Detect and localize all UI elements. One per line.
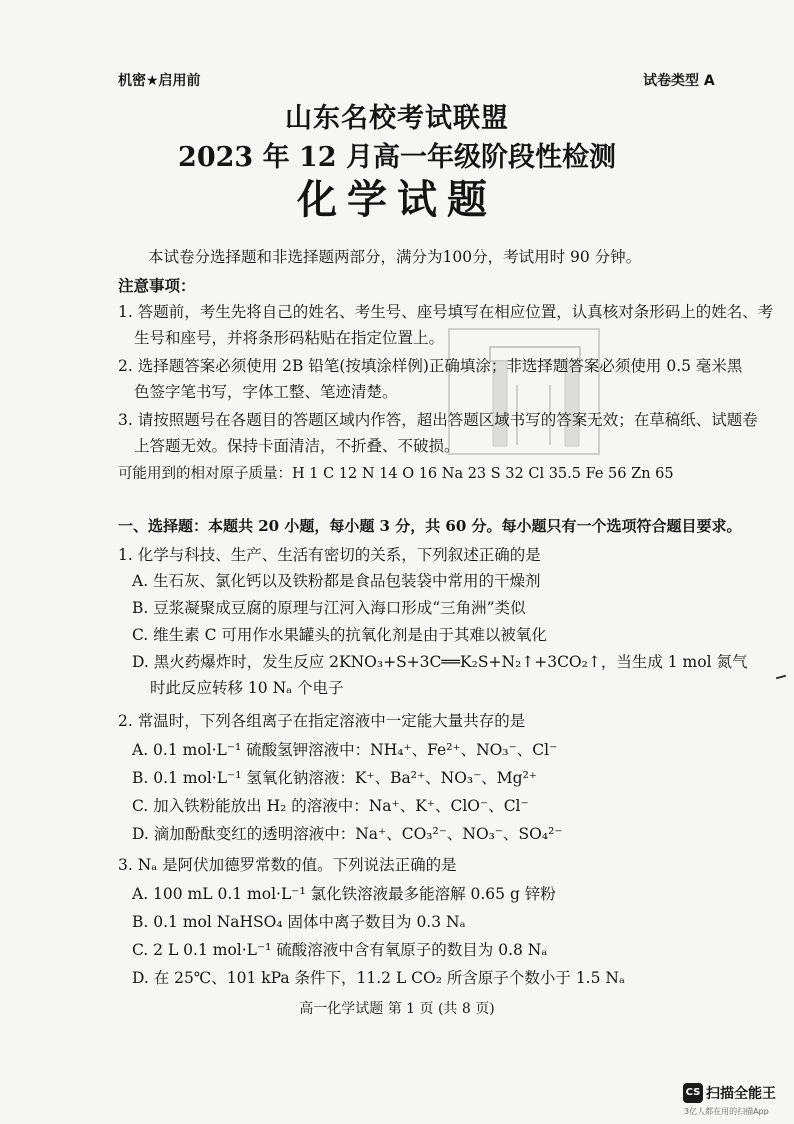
note-line-3b: 上答题无效。保持卡面清洁，不折叠、不破损。 <box>134 437 460 455</box>
q1-option-b: B. 豆浆凝聚成豆腐的原理与江河入海口形成“三角洲”类似 <box>132 599 526 617</box>
exam-organizer-title: 山东名校考试联盟 <box>285 103 509 134</box>
confidential-label: 机密★启用前 <box>118 73 201 89</box>
exam-session-title: 2023 年 12 月高一年级阶段性检测 <box>178 142 616 173</box>
q3-option-b: B. 0.1 mol NaHSO₄ 固体中离子数目为 0.3 Nₐ <box>132 913 466 931</box>
bleed-through-diagram <box>445 325 605 460</box>
q3-option-c: C. 2 L 0.1 mol·L⁻¹ 硫酸溶液中含有氧原子的数目为 0.8 Nₐ <box>132 941 548 959</box>
q2-option-b: B. 0.1 mol·L⁻¹ 氢氧化钠溶液：K⁺、Ba²⁺、NO₃⁻、Mg²⁺ <box>132 769 537 787</box>
scanner-brand: 扫描全能王 <box>706 1086 776 1102</box>
scanner-logo-icon: CS <box>683 1083 703 1103</box>
note-line-3: 3. 请按照题号在各题目的答题区域内作答，超出答题区域书写的答案无效；在草稿纸、试题卷 <box>118 411 758 429</box>
q3-stem: 3. Nₐ 是阿伏加德罗常数的值。下列说法正确的是 <box>118 856 457 874</box>
note-line-2b: 色签字笔书写，字体工整、笔迹清楚。 <box>134 383 398 401</box>
note-line-2: 2. 选择题答案必须使用 2B 铅笔(按填涂样例)正确填涂；非选择题答案必须使用 0.5 毫米黑 <box>118 357 743 375</box>
q1-option-d-cont: 时此反应转移 10 Nₐ 个电子 <box>150 679 344 697</box>
notes-heading: 注意事项： <box>118 276 196 295</box>
note-line-1b: 生号和座号，并将条形码粘贴在指定位置上。 <box>134 329 445 347</box>
section-heading-choice: 一、选择题：本题共 20 小题，每小题 3 分，共 60 分。每小题只有一个选项符合题目要求。 <box>118 517 742 535</box>
stray-mark <box>776 675 786 680</box>
q1-option-c: C. 维生素 C 可用作水果罐头的抗氧化剂是由于其难以被氧化 <box>132 626 547 644</box>
page-footer: 高一化学试题 第 1 页 (共 8 页) <box>299 1001 495 1017</box>
note-line-1: 1. 答题前，考生先将自己的姓名、考生号、座号填写在相应位置，认真核对条形码上的姓名、考 <box>118 303 774 321</box>
q2-stem: 2. 常温时，下列各组离子在指定溶液中一定能大量共存的是 <box>118 712 526 730</box>
q2-option-c: C. 加入铁粉能放出 H₂ 的溶液中：Na⁺、K⁺、ClO⁻、Cl⁻ <box>132 797 529 815</box>
q2-option-a: A. 0.1 mol·L⁻¹ 硫酸氢钾溶液中：NH₄⁺、Fe²⁺、NO₃⁻、Cl⁻ <box>132 741 558 759</box>
q3-option-a: A. 100 mL 0.1 mol·L⁻¹ 氯化铁溶液最多能溶解 0.65 g 锌粉 <box>132 885 556 903</box>
q1-option-a: A. 生石灰、氯化钙以及铁粉都是食品包装袋中常用的干燥剂 <box>132 572 541 590</box>
q2-option-d: D. 滴加酚酞变红的透明溶液中：Na⁺、CO₃²⁻、NO₃⁻、SO₄²⁻ <box>132 825 563 843</box>
q1-option-d: D. 黑火药爆炸时，发生反应 2KNO₃+S+3C══K₂S+N₂↑+3CO₂↑，当生成 1 mol 氮气 <box>132 653 748 671</box>
q1-stem: 1. 化学与科技、生产、生活有密切的关系，下列叙述正确的是 <box>118 546 541 564</box>
scanner-tagline: 3亿人都在用的扫描App <box>684 1107 769 1116</box>
paper-type-label: 试卷类型 A <box>643 73 715 89</box>
atomic-masses: 可能用到的相对原子质量：H 1 C 12 N 14 O 16 Na 23 S 32 Cl 35.5 Fe 56 Zn 65 <box>118 466 674 482</box>
exam-intro: 本试卷分选择题和非选择题两部分，满分为100分，考试用时 90 分钟。 <box>148 248 642 266</box>
q3-option-d: D. 在 25℃、101 kPa 条件下，11.2 L CO₂ 所含原子个数小于 1.5 Nₐ <box>132 969 625 987</box>
subject-title: 化学试题 <box>297 176 497 223</box>
